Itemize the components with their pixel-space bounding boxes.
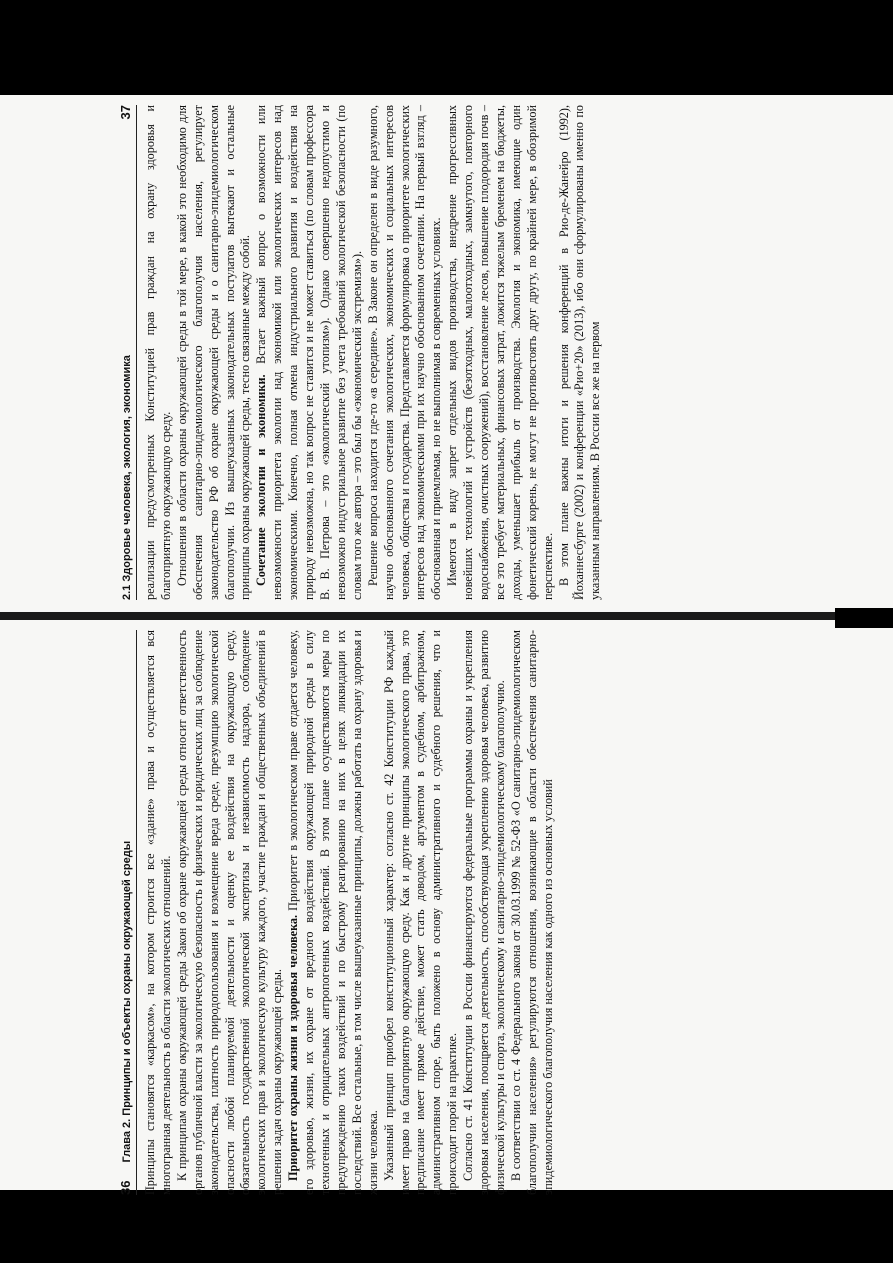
paragraph: Согласно ст. 41 Конституции в России финансируются федеральные программы охраны и укрепления здоровья населения, поощряется деятельность, способствующая укреплению здоровья человека, развитию физической культуры и спорта, экологическому и санитарно-эпидемиологическому благополучию. bbox=[461, 630, 507, 1195]
paragraph: В соответствии со ст. 4 Федерального закона от 30.03.1999 № 52-ФЗ «О санитарно-эпидемиологическом благополучии населения» регулируются отношения, возникающие в области обеспечения санитарно-эпидемиологического благополучия населения как одного из основных условий bbox=[508, 630, 555, 1195]
page-36 bbox=[118, 630, 778, 1195]
paragraph: К принципам охраны окружающей среды Закон об охране окружающей среды относит ответственность органов публичной власти за экологическую безопасность и физических и юридических лиц за соблюдение законодательства, платность природопользования и возмещение вреда среде, презумпцию экологической опасности любой планируемой деятельности и оценку ее воздействия на окружающую среду, обязательность государственной экологической экспертизы и независимость надзора, соблюдение экологических прав и экологическую культуру каждого, участие граждан и общественных объединений в решении задач охраны окружающей среды. bbox=[174, 630, 285, 1195]
paragraph: Решение вопроса находится где-то «в середине». В Законе он определен в виде разумного, научно обоснованного сочетания экологических, экономических и социальных интересов человека, общества и государства. Представляется формулировка о приоритете экологических интересов над экономическими при их научно обоснованном сочетании. На первый взгляд – обоснованная и приемлемая, но не выполнимая в современных условиях. bbox=[365, 105, 444, 600]
page-edge-shadow bbox=[835, 608, 893, 628]
running-head-title: 2.1 Здоровье человека, экология, экономика bbox=[121, 355, 133, 600]
paragraph-text: Встает важный вопрос о возможности или невозможности приоритета экологии над экономикой или экологических интересов над экономическими. Конечно, полная отмена индустриального развития и воздействия на природу невозможна, но так вопрос не ставится и не может ставиться (по словам профессора В. В. Петрова – это «экологический утопизм»). Однако совершенно недопустимо и невозможно индустриальное развитие без учета требований экологической безопасности (по словам того же автора – это был бы «экономический экстремизм»). bbox=[254, 105, 364, 600]
running-head bbox=[118, 105, 137, 600]
paragraph: Отношения в области охраны окружающей среды в той мере, в какой это необходимо для обеспечения санитарно-эпидемиологического благополучия населения, регулирует законодательство РФ об охране окружающей среды и о санитарно-эпидемиологическом благополучии. Из вышеуказанных законодательных постулатов вытекают и остальные принципы охраны окружающей среды, тесно связанные между собой. bbox=[174, 105, 253, 600]
page-number: 36 bbox=[118, 1180, 133, 1195]
section-lead: Приоритет охраны жизни и здоровья человека. bbox=[286, 914, 301, 1181]
paragraph: Указанный принцип приобрел конституционный характер: согласно ст. 42 Конституции РФ каждый имеет право на благоприятную окружающую среду. Как и другие принципы экологического права, это предписание имеет прямое действие, может стать доводом, аргументом в судебном, арбитражном, административном споре, быть положено в основу административного и судебного решения, что и происходит порой на практике. bbox=[381, 630, 460, 1195]
book-gutter bbox=[0, 612, 893, 620]
section-lead: Сочетание экологии и экономики. bbox=[254, 374, 269, 586]
paragraph: реализации предусмотренных Конституцией прав граждан на охрану здоровья и благоприятную окружающую среду. bbox=[143, 105, 173, 600]
paragraph bbox=[254, 105, 365, 600]
scan-border-top bbox=[0, 0, 893, 95]
paragraph bbox=[286, 630, 381, 1195]
paragraph-text: Приоритет в экологическом праве отдается человеку, его здоровью, жизни, их охране от вредного воздействия окружающей природной среды в силу техногенных и отрицательных антропогенных воздействий. В этом плане осуществляются меры по предупреждению таких воздействий и по быстрому реагированию на них в целях ликвидации их последствий. Все остальные, в том числе вышеуказанные принципы, должны работать на охрану здоровья и жизни человека. bbox=[286, 630, 380, 1195]
paragraph: В этом плане важны итоги и решения конференций в Рио-де-Жанейро (1992), Йоханнесбурге (2002) и конференции «Рио+20» (2013), ибо они сформулированы именно по указанным направлениям. В России все же на первом bbox=[556, 105, 603, 600]
running-head bbox=[118, 630, 137, 1195]
page-number: 37 bbox=[118, 105, 133, 120]
running-head-title: Глава 2. Принципы и объекты охраны окружающей среды bbox=[121, 840, 133, 1163]
paragraph: Принципы становятся «каркасом», на котором строится все «здание» права и осуществляется вся многогранная деятельность в области экологических отношений. bbox=[143, 630, 173, 1195]
paragraph: Имеются в виду запрет отдельных видов производства, внедрение прогрессивных новейших технологий и устройств (безотходных, малоотходных, замкнутого, повторного водоснабжения, очистных сооружений), восстановление лесов, повышение плодородия почв – все это требует материальных, финансовых затрат, ложится тяжелым бременем на бюджеты, доходы, уменьшает прибыль от производства. Экология и экономика, имеющие один фонетический корень, не могут не противостоять друг другу, по крайней мере, в обозримой перспективе. bbox=[445, 105, 555, 600]
page-37 bbox=[118, 105, 778, 600]
scan-border-bottom bbox=[0, 1190, 893, 1263]
